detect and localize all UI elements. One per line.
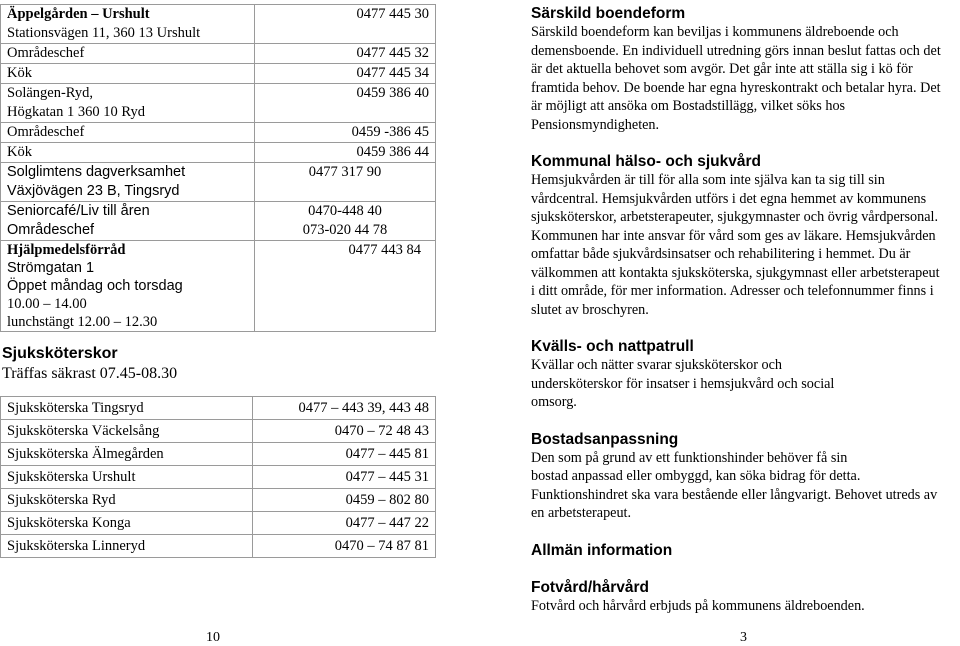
- page-number-left: 10: [206, 630, 220, 645]
- nurse-phone: 0470 – 72 48 43: [253, 420, 436, 443]
- contact-row: [1, 143, 436, 163]
- contact-line: Stationsvägen 11, 360 13 Urshult: [7, 25, 201, 41]
- contact-phone-cell: [255, 202, 436, 241]
- contact-line: Solglimtens dagverksamhet: [7, 164, 186, 180]
- section-heading: Bostadsanpassning: [531, 430, 679, 448]
- nurse-name: Sjuksköterska Konga: [1, 512, 253, 535]
- nurse-phone: 0470 – 74 87 81: [253, 535, 436, 558]
- contact-phone: 0459 386 44: [356, 144, 429, 160]
- text-line: en arbetsterapeut.: [531, 505, 632, 521]
- contact-phone-cell: [255, 143, 436, 163]
- contact-line: Solängen-Ryd,: [7, 85, 94, 101]
- contact-name-cell: [1, 84, 255, 123]
- text-line: undersköterskor för insatser i hemsjukvård och social: [531, 375, 835, 392]
- nurse-name: Sjuksköterska Ryd: [1, 489, 253, 512]
- text-line: slutet av broschyren.: [531, 301, 649, 318]
- contact-phone: 0477 317 90: [308, 164, 382, 180]
- text-line: Särskild boendeform kan beviljas i kommunens äldreboende och: [531, 24, 899, 40]
- section-heading: Fotvård/hårvård: [531, 578, 650, 596]
- contact-row: [1, 84, 436, 123]
- section-heading: Kvälls- och nattpatrull: [531, 338, 694, 355]
- contact-name-cell: [1, 44, 255, 64]
- contact-phone: 0477 445 34: [356, 65, 429, 81]
- nurse-phone: 0459 – 802 80: [253, 489, 436, 512]
- contact-phone: 0470-448 40: [308, 203, 382, 219]
- section-kvalls-nattpatrull: [531, 337, 955, 412]
- contact-name-cell: [1, 241, 255, 332]
- contact-line: Växjövägen 23 B, Tingsryd: [7, 183, 180, 199]
- text-line: omfattar både sjukvårdsinsatser och rehabilitering i hemmet. Du är: [531, 246, 911, 262]
- text-line: är möjligt att ansöka om Bostadstillägg, vilket söks hos: [531, 98, 846, 114]
- contact-line: 10.00 – 14.00: [7, 296, 87, 312]
- contact-name-cell: [1, 123, 255, 143]
- nurse-phone: 0477 – 447 22: [253, 512, 436, 535]
- contact-phone-cell: [255, 123, 436, 143]
- contact-line: Högkatan 1 360 10 Ryd: [7, 104, 145, 120]
- contact-line: Äppelgården – Urshult: [7, 6, 150, 22]
- section-heading: Allmän information: [531, 541, 673, 559]
- nurse-row: [1, 397, 436, 420]
- nurse-phone: 0477 – 443 39, 443 48: [253, 397, 436, 420]
- contact-line: Områdeschef: [7, 124, 85, 140]
- sjukskoterskor-subtitle: Träffas säkrast 07.45-08.30: [2, 365, 178, 382]
- section-body: [531, 356, 955, 412]
- section-body: [531, 171, 955, 319]
- contact-row: [1, 202, 436, 241]
- section-sarskild-boendeform: [531, 4, 955, 134]
- contact-line: Områdeschef: [7, 222, 95, 238]
- contact-phone: 0477 443 84: [348, 242, 421, 258]
- section-heading: Kommunal hälso- och sjukvård: [531, 153, 761, 170]
- contact-line: Öppet måndag och torsdag: [7, 278, 183, 294]
- text-line: framtida behov. De boende har egna hyreskontrakt och betalar hyra. Det: [531, 79, 941, 96]
- text-line: Kvällar och nätter svarar sjuksköterskor och: [531, 357, 782, 373]
- contact-line: Kök: [7, 144, 32, 160]
- nurse-phone: 0477 – 445 31: [253, 466, 436, 489]
- contact-phone-cell: [255, 163, 436, 202]
- contact-name-cell: [1, 5, 255, 44]
- text-line: omsorg.: [531, 394, 577, 410]
- contact-row: [1, 241, 436, 332]
- contact-phone: 0477 445 30: [356, 6, 429, 22]
- text-line: är det aktuella behovet som avgör. Det går inte att ställa sig i kö för: [531, 61, 913, 77]
- contacts-table: [0, 4, 436, 332]
- text-line: välkommen att kontakta sjuksköterska, sjukgymnast eller arbetsterapeut: [531, 264, 940, 281]
- contact-phone: 0459 -386 45: [351, 124, 429, 140]
- sjukskoterskor-heading: Sjuksköterskor: [2, 345, 118, 362]
- section-fotvard-harvard: [531, 578, 955, 616]
- nurse-name: Sjuksköterska Väckelsång: [1, 420, 253, 443]
- contact-row: [1, 163, 436, 202]
- sjukskoterskor-table: [0, 396, 436, 558]
- right-page-column: [531, 4, 955, 633]
- contact-line: Kök: [7, 65, 32, 81]
- contact-row: [1, 64, 436, 84]
- nurse-name: Sjuksköterska Urshult: [1, 466, 253, 489]
- nurse-row: [1, 466, 436, 489]
- section-body: [531, 597, 955, 616]
- contact-line: Hjälpmedelsförråd: [7, 242, 126, 258]
- text-line: Pensionsmyndigheten.: [531, 116, 660, 133]
- nurse-name: Sjuksköterska Älmegården: [1, 443, 253, 466]
- text-line: bostad anpassad eller ombyggd, kan söka bidrag för detta.: [531, 468, 861, 484]
- nurse-row: [1, 512, 436, 535]
- contact-phone: 073-020 44 78: [302, 222, 388, 238]
- contact-row: [1, 44, 436, 64]
- nurse-row: [1, 420, 436, 443]
- contact-phone: 0477 445 32: [356, 45, 429, 61]
- contact-row: [1, 123, 436, 143]
- left-page-column: [0, 4, 436, 558]
- nurse-phone: 0477 – 445 81: [253, 443, 436, 466]
- nurse-row: [1, 535, 436, 558]
- nurse-row: [1, 443, 436, 466]
- contact-name-cell: [1, 202, 255, 241]
- contact-name-cell: [1, 64, 255, 84]
- section-body: [531, 23, 955, 134]
- contact-name-cell: [1, 163, 255, 202]
- section-allman-information: [531, 541, 955, 560]
- section-halso-sjukvard: [531, 152, 955, 319]
- contact-row: [1, 5, 436, 44]
- text-line: Fotvård och hårvård erbjuds på kommunens äldreboenden.: [531, 597, 865, 614]
- contact-line: lunchstängt 12.00 – 12.30: [7, 314, 158, 330]
- contact-name-cell: [1, 143, 255, 163]
- text-line: Hemsjukvården är till för alla som inte själva kan ta sig till sin: [531, 172, 885, 188]
- page-number-right: 3: [740, 630, 747, 645]
- text-line: Den som på grund av ett funktionshinder behöver få sin: [531, 449, 848, 466]
- text-line: demensboende. En individuell utredning görs innan beslut fattas och det: [531, 42, 941, 59]
- section-bostadsanpassning: [531, 430, 955, 523]
- nurse-name: Sjuksköterska Linneryd: [1, 535, 253, 558]
- text-line: Kommunen har inte ansvar för vård som ges av läkare. Hemsjukvården: [531, 227, 936, 244]
- text-line: i ditt område, för mer information. Adresser och telefonnummer finns i: [531, 283, 934, 299]
- nurse-row: [1, 489, 436, 512]
- contact-phone-cell: [255, 84, 436, 123]
- contact-line: Områdeschef: [7, 45, 85, 61]
- text-line: Funktionshindret ska vara bestående eller långvarigt. Behovet utreds av: [531, 486, 938, 503]
- contact-phone-cell: [255, 5, 436, 44]
- contact-line: Seniorcafé/Liv till åren: [7, 203, 150, 219]
- nurse-name: Sjuksköterska Tingsryd: [1, 397, 253, 420]
- section-heading: Särskild boendeform: [531, 5, 686, 22]
- contact-phone-cell: [255, 241, 436, 332]
- contact-phone-cell: [255, 44, 436, 64]
- contact-phone-cell: [255, 64, 436, 84]
- text-line: vårdcentral. Hemsjukvården utförs i det egna hemmet av kommunens: [531, 190, 927, 207]
- contact-line: Strömgatan 1: [7, 260, 95, 276]
- section-body: [531, 449, 955, 523]
- contact-phone: 0459 386 40: [356, 85, 429, 101]
- text-line: sjuksköterskor, arbetsterapeuter, sjukgymnaster och övrig vårdpersonal.: [531, 209, 939, 225]
